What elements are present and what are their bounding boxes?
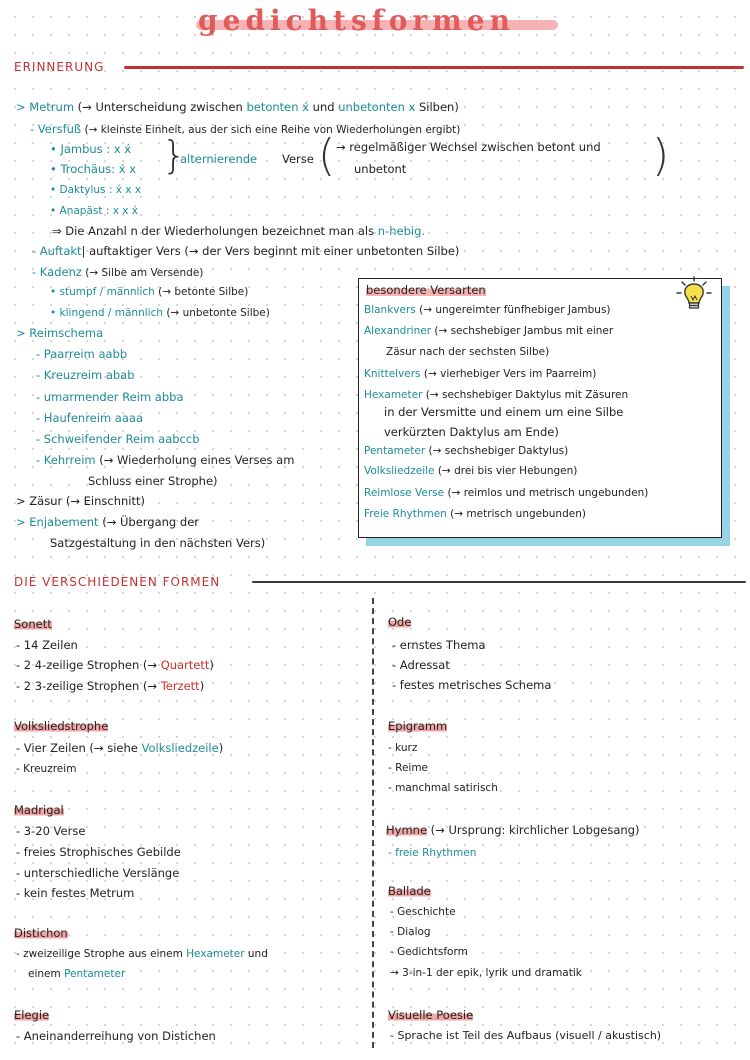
anzahl-text: ⇒ Die Anzahl n der Wiederholungen bezeichnet man als (52, 224, 378, 238)
elegie-title (14, 1008, 49, 1022)
sonett-title-text: Sonett (14, 617, 52, 631)
klingend-line (50, 307, 270, 319)
versart-name: Blankvers (364, 304, 416, 316)
page-title: gedichtsformen (198, 4, 515, 37)
elegie-line-1: - Aneinanderreihung von Distichen (16, 1029, 216, 1043)
reimschema-label: > Reimschema (16, 326, 104, 340)
sonett-line-1: - 14 Zeilen (16, 638, 78, 652)
versart-item (364, 368, 596, 380)
distichon-text: einem (28, 968, 65, 980)
versart-name: Reimlose Verse (364, 487, 445, 499)
enjambement-text-2: Satzgestaltung in den nächsten Vers) (50, 536, 266, 550)
versfuss-text: (→ kleinste Einheit, aus der sich eine Reihe von Wiederholungen ergibt) (81, 124, 461, 136)
paarreim-line: - Paarreim aabb (36, 347, 128, 361)
verse-label: Verse (282, 152, 314, 166)
versart-item (384, 405, 623, 419)
enjambement-label: > Enjabement (16, 515, 99, 529)
kehrreim-line (36, 453, 294, 467)
madrigal-line-1: - 3-20 Verse (16, 824, 86, 838)
ode-title-text: Ode (388, 615, 412, 629)
quartett-label: Quartett (160, 658, 210, 672)
sonett-title (14, 617, 52, 631)
versart-name: Freie Rhythmen (364, 508, 447, 520)
metrum-line (16, 100, 459, 114)
ballade-line-4: → 3-in-1 der epik, lyrik und dramatik (390, 967, 582, 979)
madrigal-line-4: - kein festes Metrum (16, 886, 135, 900)
silben-text: Silben) (415, 100, 459, 114)
stumpf-label: • stumpf / männlich (50, 286, 155, 298)
hymne-text: (→ Ursprung: kirchlicher Lobgesang) (427, 823, 640, 837)
hexameter-label: Hexameter (186, 948, 245, 960)
versart-text: in der Versmitte und einem um eine Silbe (384, 405, 624, 419)
distichon-title-text: Distichon (14, 926, 68, 940)
enjambement-text-1: (→ Übergang der (98, 515, 199, 529)
anapaest-line: • Anapäst : x x x́ (50, 205, 139, 217)
versart-item (364, 445, 568, 457)
schweifend-line: - Schweifender Reim aabccb (36, 432, 200, 446)
section-rule (124, 66, 744, 69)
unbetont-label: unbetonten x (338, 100, 416, 114)
pentameter-label: Pentameter (64, 968, 126, 980)
versart-text: (→ sechshebiger Daktylus) (425, 445, 569, 457)
volkslied-title (14, 719, 108, 733)
epigramm-line-2: - Reime (388, 762, 429, 774)
versart-text: (→ reimlos und metrisch ungebunden) (444, 487, 649, 499)
visuelle-line-1: - Sprache ist Teil des Aufbaus (visuell / akustisch) (390, 1029, 662, 1042)
lightbulb-icon (676, 276, 712, 312)
versart-name: Alexandriner (364, 325, 432, 337)
terzett-label: Terzett (160, 679, 200, 693)
metrum-label: > Metrum (16, 100, 75, 114)
versarten-heading (366, 283, 486, 297)
daktylus-line: • Daktylus : x́ x x (50, 184, 142, 196)
epigramm-line-1: - kurz (388, 742, 418, 754)
wechsel-text-1: → regelmäßiger Wechsel zwischen betont und (336, 140, 601, 154)
paren-open: ( (318, 130, 336, 181)
sonett-text: - 2 4-zeilige Strophen (→ (16, 658, 161, 672)
versart-name: Hexameter (364, 389, 423, 401)
kadenz-label: - Kadenz (32, 265, 82, 279)
versart-text: (→ drei bis vier Hebungen) (434, 465, 578, 477)
klingend-text: (→ unbetonte Silbe) (163, 307, 270, 319)
trochaeus-line: • Trochäus: x́ x (50, 162, 137, 176)
ballade-title-text: Ballade (388, 884, 431, 898)
paren-close: ) (652, 130, 670, 181)
column-divider (372, 598, 374, 1048)
und-text: und (309, 100, 339, 114)
hymne-title-text: Hymne (386, 823, 428, 837)
sonett-text: - 2 3-zeilige Strophen (→ (16, 679, 161, 693)
distichon-title (14, 926, 68, 940)
madrigal-title-text: Madrigal (14, 803, 64, 817)
versart-text: (→ sechshebiger Daktylus mit Zäsuren (422, 389, 629, 401)
section-rule-formen (252, 581, 746, 583)
betont-label: betonten x́ (246, 100, 309, 114)
stumpf-text: (→ betonte Silbe) (154, 286, 249, 298)
jambus-line: • Jambus : x x́ (50, 142, 132, 156)
ode-line-1: - ernstes Thema (392, 638, 486, 652)
hymne-line-1: - freie Rhythmen (388, 847, 477, 859)
volkslied-title-text: Volksliedstrophe (14, 719, 109, 733)
versart-item (364, 304, 611, 316)
versart-text: (→ sechshebiger Jambus mit einer (431, 325, 614, 337)
versart-text: (→ vierhebiger Vers im Paarreim) (420, 368, 597, 380)
madrigal-line-2: - freies Strophisches Gebilde (16, 845, 181, 859)
versart-name: Volksliedzeile (364, 465, 435, 477)
versart-item (364, 389, 628, 401)
hymne-line (386, 823, 639, 837)
madrigal-line-3: - unterschiedliche Verslänge (16, 866, 180, 880)
versart-item (364, 487, 648, 499)
versart-name: Knittelvers (364, 368, 421, 380)
auftakt-text: | auftaktiger Vers (→ der Vers beginnt mit einer unbetonten Silbe) (81, 244, 460, 258)
kadenz-line (32, 265, 203, 279)
anzahl-line (52, 224, 425, 238)
distichon-text: - zweizeilige Strophe aus einem (16, 948, 187, 960)
volkslied-line-1 (16, 741, 223, 755)
wechsel-text-2: unbetont (354, 162, 407, 176)
versart-item (384, 425, 559, 439)
kehrreim-text-2: Schluss einer Strophe) (88, 474, 218, 488)
versart-item (364, 465, 577, 477)
close-paren: ) (218, 741, 224, 755)
versart-name: Pentameter (364, 445, 426, 457)
volkslied-text: - Vier Zeilen (→ siehe (16, 741, 142, 755)
alternierend-label: alternierende (180, 152, 258, 166)
volkslied-line-2: - Kreuzreim (16, 763, 77, 775)
umarmend-line: - umarmender Reim abba (36, 390, 184, 404)
versart-text: Zäsur nach der sechsten Silbe) (386, 346, 550, 358)
epigramm-line-3: - manchmal satirisch (388, 782, 498, 794)
distichon-line-1 (16, 948, 268, 960)
metrum-text: (→ Unterscheidung zwischen (74, 100, 247, 114)
haufenreim-line: - Haufenreim aaaa (36, 411, 143, 425)
versart-text: (→ metrisch ungebunden) (446, 508, 586, 520)
kadenz-text: (→ Silbe am Versende) (81, 267, 204, 279)
versfuss-label: - Versfuß (30, 122, 82, 136)
close-paren: ) (209, 658, 214, 672)
versart-text: (→ ungereimter fünfhebiger Jambus) (415, 304, 611, 316)
ode-line-2: - Adressat (392, 658, 450, 672)
kehrreim-label: - Kehrreim (36, 453, 96, 467)
nhebig-label: n-hebig. (377, 224, 426, 238)
section-heading-formen: DIE VERSCHIEDENEN FORMEN (14, 575, 221, 589)
curly-brace: } (162, 133, 187, 177)
distichon-line-2 (28, 968, 125, 980)
versart-item (364, 508, 586, 520)
visuelle-title (388, 1008, 473, 1022)
volksliedzeile-label: Volksliedzeile (141, 741, 219, 755)
epigramm-title-text: Epigramm (388, 719, 448, 733)
ballade-line-1: - Geschichte (390, 906, 456, 918)
versarten-heading-text: besondere Versarten (366, 283, 486, 297)
klingend-label: • klingend / männlich (50, 307, 163, 319)
kehrreim-text-1: (→ Wiederholung eines Verses am (95, 453, 295, 467)
ballade-line-2: - Dialog (390, 926, 431, 938)
sonett-line-2 (16, 658, 214, 672)
section-heading-erinnerung: ERINNERUNG (14, 60, 105, 74)
ode-line-3: - festes metrisches Schema (392, 678, 552, 692)
zaesur-line: > Zäsur (→ Einschnitt) (16, 494, 145, 508)
versart-item (386, 346, 549, 358)
kreuzreim-line: - Kreuzreim abab (36, 368, 135, 382)
epigramm-title (388, 719, 447, 733)
elegie-title-text: Elegie (14, 1008, 50, 1022)
sonett-line-3 (16, 679, 204, 693)
und-text: und (244, 948, 268, 960)
versart-text: verkürzten Daktylus am Ende) (384, 425, 559, 439)
auftakt-label: - Auftakt (32, 244, 82, 258)
ballade-line-3: - Gedichtsform (390, 946, 468, 958)
visuelle-title-text: Visuelle Poesie (388, 1008, 474, 1022)
stumpf-line (50, 286, 248, 298)
auftakt-line (32, 244, 459, 258)
ode-title (388, 615, 411, 629)
versfuss-line (30, 122, 460, 136)
madrigal-title (14, 803, 64, 817)
enjambement-line (16, 515, 199, 529)
close-paren: ) (199, 679, 205, 693)
versart-item (364, 325, 613, 337)
ballade-title (388, 884, 431, 898)
